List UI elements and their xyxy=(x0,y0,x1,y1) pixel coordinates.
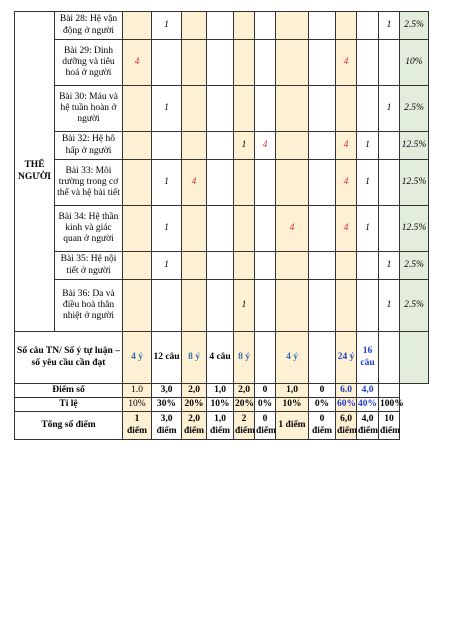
matrix-cell xyxy=(123,132,152,160)
matrix-cell xyxy=(379,40,400,86)
summary-row-diem-so xyxy=(15,384,429,398)
matrix-cell: 4 xyxy=(336,206,357,252)
matrix-cell: 4 xyxy=(336,132,357,160)
matrix-cell: 1 xyxy=(357,160,379,206)
matrix-cell xyxy=(357,280,379,332)
matrix-cell xyxy=(234,206,255,252)
matrix-cell xyxy=(276,160,309,206)
matrix-cell xyxy=(182,12,207,40)
matrix-cell: 1 xyxy=(379,252,400,280)
matrix-cell xyxy=(255,12,276,40)
lesson-name: Bài 36: Da và điều hoà thân nhiệt ở người xyxy=(55,280,123,332)
summary-cell: 10% xyxy=(207,398,234,412)
matrix-cell xyxy=(276,86,309,132)
lesson-row xyxy=(15,252,429,280)
summary-label: Số câu TN/ Số ý tự luận – số yêu cầu cần đạt xyxy=(15,332,123,384)
summary-cell: 20% xyxy=(182,398,207,412)
matrix-cell xyxy=(379,132,400,160)
lesson-name: Bài 30: Máu và hệ tuần hoàn ở người xyxy=(55,86,123,132)
matrix-cell xyxy=(152,280,182,332)
matrix-cell xyxy=(207,280,234,332)
summary-cell: 4,0 điểm xyxy=(357,412,379,440)
matrix-cell xyxy=(309,86,336,132)
summary-cell: 60% xyxy=(336,398,357,412)
lesson-name: Bài 34: Hệ thần kinh và giác quan ở người xyxy=(55,206,123,252)
summary-cell: 24 ý xyxy=(336,332,357,384)
topic-line: THỂ xyxy=(24,160,45,171)
summary-row-tong-diem xyxy=(15,412,429,440)
matrix-cell xyxy=(123,206,152,252)
matrix-cell xyxy=(357,86,379,132)
matrix-cell: 4 xyxy=(336,160,357,206)
summary-cell: 1.0 xyxy=(123,384,152,398)
matrix-cell xyxy=(276,40,309,86)
summary-cell: 1,0 xyxy=(276,384,309,398)
matrix-cell: 4 xyxy=(336,40,357,86)
matrix-cell xyxy=(336,86,357,132)
lesson-name: Bài 33: Môi trường trong cơ thể và hệ bài tiết xyxy=(55,160,123,206)
matrix-cell: 1 xyxy=(357,206,379,252)
summary-cell: 4 ý xyxy=(276,332,309,384)
summary-cell: 100% xyxy=(379,398,400,412)
matrix-cell xyxy=(182,86,207,132)
percent-cell: 12.5% xyxy=(400,206,429,252)
summary-cell: 2,0 xyxy=(182,384,207,398)
matrix-cell xyxy=(255,40,276,86)
matrix-cell xyxy=(255,160,276,206)
matrix-cell xyxy=(309,280,336,332)
matrix-cell xyxy=(123,252,152,280)
summary-cell: 20% xyxy=(234,398,255,412)
percent-cell: 12.5% xyxy=(400,132,429,160)
matrix-cell: 1 xyxy=(379,280,400,332)
matrix-cell: 1 xyxy=(152,160,182,206)
matrix-cell xyxy=(182,280,207,332)
summary-cell: 1 điểm xyxy=(123,412,152,440)
summary-cell: 1,0 xyxy=(207,384,234,398)
matrix-cell xyxy=(357,252,379,280)
matrix-cell xyxy=(309,252,336,280)
summary-cell: 8 ý xyxy=(182,332,207,384)
matrix-cell xyxy=(336,280,357,332)
matrix-cell xyxy=(309,40,336,86)
matrix-cell xyxy=(276,280,309,332)
matrix-cell xyxy=(207,206,234,252)
summary-cell: 40% xyxy=(357,398,379,412)
matrix-cell xyxy=(152,40,182,86)
summary-cell: 16 câu xyxy=(357,332,379,384)
matrix-cell: 1 xyxy=(152,252,182,280)
matrix-cell xyxy=(123,160,152,206)
percent-cell: 12.5% xyxy=(400,160,429,206)
summary-row-questions xyxy=(15,332,429,384)
summary-cell: 3,0 xyxy=(152,384,182,398)
matrix-cell xyxy=(182,252,207,280)
matrix-cell: 4 xyxy=(182,160,207,206)
summary-cell: 4 ý xyxy=(123,332,152,384)
percent-cell: 2.5% xyxy=(400,12,429,40)
summary-cell: 12 câu xyxy=(152,332,182,384)
matrix-cell xyxy=(357,40,379,86)
matrix-cell xyxy=(207,132,234,160)
lesson-row xyxy=(15,280,429,332)
summary-row-ti-le xyxy=(15,398,429,412)
matrix-cell xyxy=(255,86,276,132)
matrix-cell xyxy=(336,12,357,40)
matrix-cell: 1 xyxy=(234,132,255,160)
summary-cell: 0% xyxy=(309,398,336,412)
matrix-cell xyxy=(182,206,207,252)
summary-cell: 0 điểm xyxy=(255,412,276,440)
summary-cell: 10 điểm xyxy=(379,412,400,440)
matrix-cell: 4 xyxy=(123,40,152,86)
matrix-cell xyxy=(379,206,400,252)
percent-cell: 2.5% xyxy=(400,280,429,332)
matrix-cell: 1 xyxy=(152,12,182,40)
matrix-cell: 1 xyxy=(152,86,182,132)
matrix-cell xyxy=(309,206,336,252)
summary-cell: 4 câu xyxy=(207,332,234,384)
matrix-cell: 1 xyxy=(379,12,400,40)
matrix-cell: 1 xyxy=(152,206,182,252)
matrix-body xyxy=(15,12,429,440)
summary-cell: 4,0 xyxy=(357,384,379,398)
percent-cell: 2.5% xyxy=(400,86,429,132)
matrix-cell xyxy=(276,12,309,40)
lesson-row xyxy=(15,86,429,132)
summary-cell xyxy=(400,332,429,384)
lesson-row xyxy=(15,160,429,206)
matrix-cell xyxy=(207,160,234,206)
summary-cell: 6.0 xyxy=(336,384,357,398)
matrix-cell: 1 xyxy=(234,280,255,332)
matrix-cell: 1 xyxy=(357,132,379,160)
matrix-cell xyxy=(357,12,379,40)
summary-cell xyxy=(309,332,336,384)
lesson-row xyxy=(15,12,429,40)
matrix-cell: 4 xyxy=(276,206,309,252)
summary-cell: 2 điểm xyxy=(234,412,255,440)
summary-cell: 6,0 điểm xyxy=(336,412,357,440)
percent-cell: 2.5% xyxy=(400,252,429,280)
summary-cell xyxy=(379,384,400,398)
summary-label: Tỉ lệ xyxy=(15,398,123,412)
matrix-cell xyxy=(123,12,152,40)
matrix-cell: 1 xyxy=(379,86,400,132)
lesson-name: Bài 35: Hệ nội tiết ở người xyxy=(55,252,123,280)
matrix-cell: 4 xyxy=(255,132,276,160)
summary-cell: 0 xyxy=(255,384,276,398)
matrix-cell xyxy=(234,12,255,40)
matrix-cell xyxy=(276,252,309,280)
summary-cell xyxy=(255,332,276,384)
topic-cell xyxy=(15,12,55,332)
matrix-cell xyxy=(234,86,255,132)
matrix-cell xyxy=(207,40,234,86)
matrix-cell xyxy=(336,252,357,280)
summary-cell: 0 điểm xyxy=(309,412,336,440)
summary-label: Tổng số điểm xyxy=(15,412,123,440)
matrix-cell xyxy=(234,252,255,280)
matrix-cell xyxy=(309,132,336,160)
summary-cell: 8 ý xyxy=(234,332,255,384)
matrix-cell xyxy=(255,252,276,280)
lesson-name: Bài 32: Hệ hô hấp ở người xyxy=(55,132,123,160)
summary-cell: 0% xyxy=(255,398,276,412)
summary-label: Điểm số xyxy=(15,384,123,398)
matrix-cell xyxy=(182,40,207,86)
lesson-row xyxy=(15,40,429,86)
matrix-cell xyxy=(234,160,255,206)
matrix-cell xyxy=(123,280,152,332)
summary-cell: 2,0 điểm xyxy=(182,412,207,440)
summary-cell: 1 điểm xyxy=(276,412,309,440)
matrix-cell xyxy=(182,132,207,160)
summary-cell: 1,0 điểm xyxy=(207,412,234,440)
lesson-row xyxy=(15,132,429,160)
matrix-cell xyxy=(255,206,276,252)
exam-matrix-table xyxy=(14,11,429,440)
summary-cell: 10% xyxy=(123,398,152,412)
matrix-cell xyxy=(309,12,336,40)
matrix-cell xyxy=(152,132,182,160)
matrix-cell xyxy=(379,160,400,206)
summary-cell: 3,0 điểm xyxy=(152,412,182,440)
lesson-row xyxy=(15,206,429,252)
matrix-cell xyxy=(207,252,234,280)
matrix-cell xyxy=(207,86,234,132)
summary-cell: 30% xyxy=(152,398,182,412)
matrix-cell xyxy=(207,12,234,40)
summary-cell: 10% xyxy=(276,398,309,412)
percent-cell: 10% xyxy=(400,40,429,86)
summary-cell: 0 xyxy=(309,384,336,398)
matrix-cell xyxy=(276,132,309,160)
topic-line: NGƯỜI xyxy=(18,171,51,182)
matrix-cell xyxy=(234,40,255,86)
lesson-name: Bài 28: Hệ vận động ở người xyxy=(55,12,123,40)
matrix-cell xyxy=(309,160,336,206)
lesson-name: Bài 29: Dinh dưỡng và tiêu hoá ở người xyxy=(55,40,123,86)
matrix-cell xyxy=(123,86,152,132)
summary-cell xyxy=(379,332,400,384)
summary-cell: 2,0 xyxy=(234,384,255,398)
matrix-cell xyxy=(255,280,276,332)
